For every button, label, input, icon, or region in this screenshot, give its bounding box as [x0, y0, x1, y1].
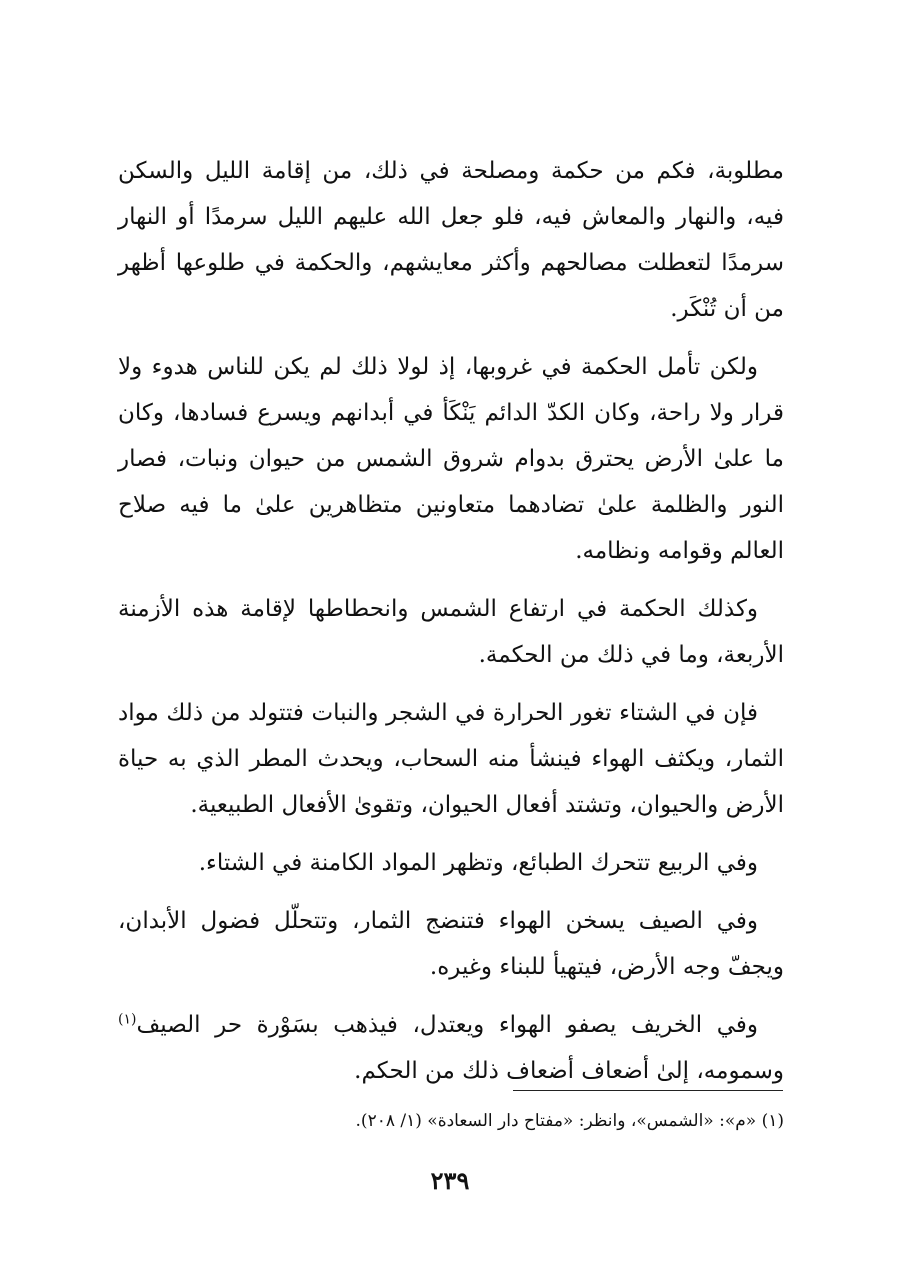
- footnote-reference-marker: (١): [118, 1011, 137, 1028]
- footnote-separator-line: [513, 1090, 783, 1091]
- paragraph-2: ولكن تأمل الحكمة في غروبها، إذ لولا ذلك لم يكن للناس هدوء ولا قرار ولا راحة، وكان الكدّ الدائم يَنْكَأ في أبدانهم ويسرع فسادها، وكان ما علىٰ الأرض يحترق بدوام شروق الشمس من حيوان ونبات، فصار النور والظلمة علىٰ تضادهما متعاونين متظاهرين علىٰ ما فيه صلاح العالم وقوامه ونظامه.: [118, 354, 784, 564]
- page-number: ٢٣٩: [430, 1166, 470, 1195]
- paragraph-7-text-end: وسمومه، إلىٰ أضعاف أضعاف ذلك من الحكم.: [354, 1058, 784, 1084]
- paragraph-4: فإن في الشتاء تغور الحرارة في الشجر والنبات فتتولد من ذلك مواد الثمار، ويكثف الهواء فينشأ منه السحاب، ويحدث المطر الذي به حياة الأرض والحيوان، وتشتد أفعال الحيوان، وتقوىٰ الأفعال الطبيعية.: [118, 700, 784, 818]
- main-text-block: [118, 148, 784, 1106]
- paragraph-7: [118, 1002, 784, 1094]
- paragraph-7-text-start: وفي الخريف يصفو الهواء ويعتدل، فيذهب بسَوْرة حر الصيف: [136, 1012, 758, 1038]
- paragraph-3: وكذلك الحكمة في ارتفاع الشمس وانحطاطها لإقامة هذه الأزمنة الأربعة، وما في ذلك من الحكمة.: [118, 596, 784, 668]
- paragraph-5: وفي الربيع تتحرك الطبائع، وتظهر المواد الكامنة في الشتاء.: [198, 850, 758, 876]
- footnote-1: (١) «م»: «الشمس»، وانظر: «مفتاح دار السعادة» (١/ ٢٠٨).: [355, 1111, 784, 1131]
- paragraph-1: مطلوبة، فكم من حكمة ومصلحة في ذلك، من إقامة الليل والسكن فيه، والنهار والمعاش فيه، فلو جعل الله عليهم الليل سرمدًا أو النهار سرمدًا لتعطلت مصالحهم وأكثر معايشهم، والحكمة في طلوعها أظهر من أن تُنْكَر.: [118, 158, 784, 322]
- paragraph-6: وفي الصيف يسخن الهواء فتنضج الثمار، وتتحلّل فضول الأبدان، ويجفّ وجه الأرض، فيتهيأ للبناء وغيره.: [118, 908, 784, 980]
